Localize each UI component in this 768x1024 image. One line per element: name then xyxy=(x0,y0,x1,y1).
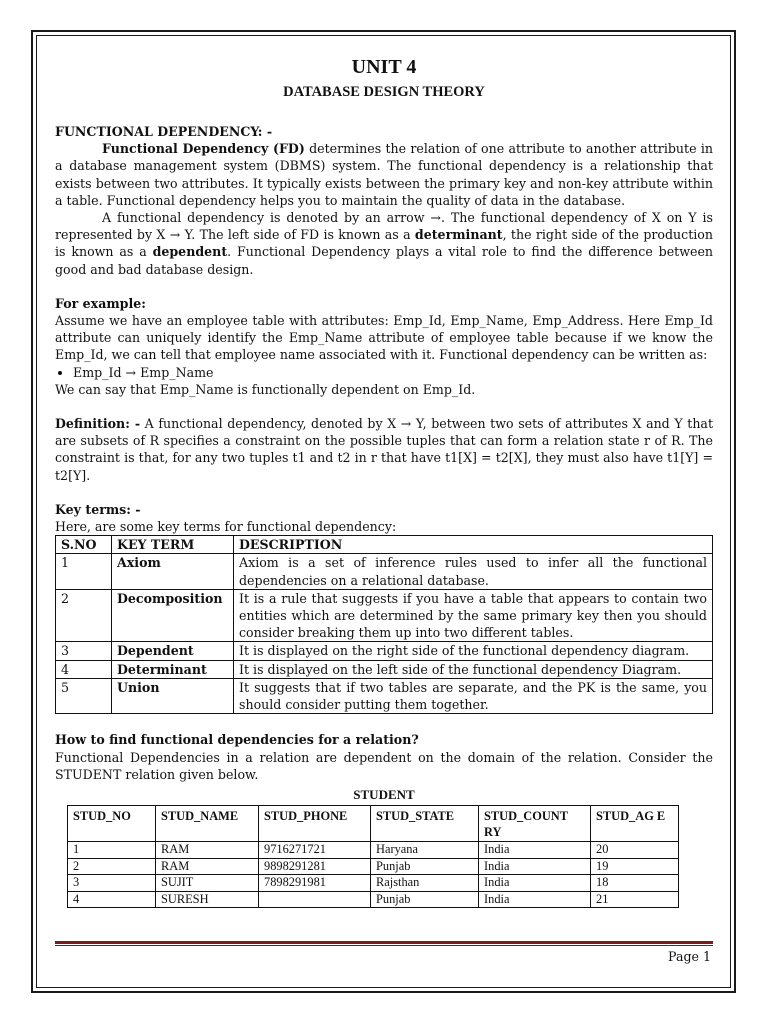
key-term-name: Dependent xyxy=(112,642,234,660)
table-row xyxy=(56,678,713,713)
key-terms-table xyxy=(55,535,713,714)
student-no: 2 xyxy=(68,858,156,875)
example-conclusion: We can say that Emp_Name is functionally dependent on Emp_Id. xyxy=(55,381,476,397)
find-fd-paragraph: Functional Dependencies in a relation are dependent on the domain of the relation. Consider the STUDENT relation given below. xyxy=(55,749,713,782)
fd-paragraph-2 xyxy=(55,209,713,278)
student-phone: 9716271721 xyxy=(259,842,371,859)
student-state: Haryana xyxy=(371,842,479,859)
student-country: India xyxy=(479,891,591,908)
student-country: India xyxy=(479,842,591,859)
student-col-state: STUD_STATE xyxy=(371,806,479,842)
key-term-desc: It suggests that if two tables are separate, and the PK is the same, you should consider putting them together. xyxy=(234,678,713,713)
example-bullet-item: • Emp_Id → Emp_Name xyxy=(73,364,713,381)
student-header-row xyxy=(68,806,679,842)
page-number: Page 1 xyxy=(668,949,711,964)
student-table-title: STUDENT xyxy=(353,786,415,802)
example-paragraph: Assume we have an employee table with attributes: Emp_Id, Emp_Name, Emp_Address. Here Emp_Id attribute can uniquely identify the Emp_Name attribute of employee table because if we know the Emp_Id, we can tell that employee name associated with it. Functional dependency can be written as: xyxy=(55,313,713,363)
unit-title: UNIT 4 xyxy=(351,56,417,78)
document-body xyxy=(55,50,713,908)
fd-paragraph-2-b: , the right side of the production is known as a xyxy=(55,227,713,260)
student-name: RAM xyxy=(156,858,259,875)
table-row xyxy=(68,858,679,875)
definition-label: Definition: - xyxy=(55,416,141,432)
find-fd-heading: How to find functional dependencies for a relation? xyxy=(55,732,419,748)
key-terms-col-desc: DESCRIPTION xyxy=(234,536,713,554)
key-terms-col-sno: S.NO xyxy=(56,536,112,554)
table-row xyxy=(56,660,713,678)
table-row xyxy=(68,875,679,892)
key-term-desc: It is displayed on the left side of the functional dependency Diagram. xyxy=(234,660,713,678)
dependent-term: dependent xyxy=(152,244,228,260)
student-table xyxy=(67,805,679,908)
definition-text: A functional dependency, denoted by X → Y, between two sets of attributes X and Y that are subsets of R specifies a constraint on the possible tuples that can form a relation state r of R. The constraint is that, for any two tuples t1 and t2 in r that have t1[X] = t2[X], they must also have t1[Y] = t2[Y]. xyxy=(55,416,713,483)
student-phone xyxy=(259,891,371,908)
unit-subtitle: DATABASE DESIGN THEORY xyxy=(283,84,485,100)
student-age: 20 xyxy=(591,842,679,859)
student-state: Rajsthan xyxy=(371,875,479,892)
definition-paragraph xyxy=(55,415,713,484)
student-col-phone: STUD_PHONE xyxy=(259,806,371,842)
table-row xyxy=(56,589,713,642)
table-row xyxy=(68,891,679,908)
footer-rule-thin xyxy=(55,945,713,946)
student-no: 3 xyxy=(68,875,156,892)
key-terms-col-term: KEY TERM xyxy=(112,536,234,554)
student-country: India xyxy=(479,875,591,892)
fd-term: Functional Dependency (FD) xyxy=(102,141,305,157)
student-no: 4 xyxy=(68,891,156,908)
student-age: 21 xyxy=(591,891,679,908)
table-row xyxy=(56,642,713,660)
key-term-sno: 3 xyxy=(56,642,112,660)
key-terms-heading: Key terms: - xyxy=(55,501,141,517)
student-age: 18 xyxy=(591,875,679,892)
key-term-desc: It is displayed on the right side of the functional dependency diagram. xyxy=(234,642,713,660)
footer-rule-thick xyxy=(55,941,713,944)
key-terms-header-row xyxy=(56,536,713,554)
fd-paragraph-2-a: A functional dependency is denoted by an arrow →. The functional dependency of X on Y is represented by X → Y. The left side of FD is known as a xyxy=(55,210,713,243)
key-term-name: Determinant xyxy=(112,660,234,678)
key-term-sno: 1 xyxy=(56,554,112,589)
key-term-desc: It is a rule that suggests if you have a table that appears to contain two entities which are determined by the same primary key then you should consider breaking them up into two different tables. xyxy=(234,589,713,642)
student-name: RAM xyxy=(156,842,259,859)
fd-paragraph-2-c: . Functional Dependency plays a vital role to find the difference between good and bad database design. xyxy=(55,244,714,277)
key-term-sno: 5 xyxy=(56,678,112,713)
example-heading: For example: xyxy=(55,295,146,311)
key-terms-intro: Here, are some key terms for functional dependency: xyxy=(55,519,397,535)
student-name: SURESH xyxy=(156,891,259,908)
key-term-desc: Axiom is a set of inference rules used to infer all the functional dependencies on a relational database. xyxy=(234,554,713,589)
key-term-sno: 4 xyxy=(56,660,112,678)
table-row xyxy=(56,554,713,589)
student-col-name: STUD_NAME xyxy=(156,806,259,842)
key-term-name: Decomposition xyxy=(112,589,234,642)
student-phone: 9898291281 xyxy=(259,858,371,875)
student-col-country: STUD_COUNT RY xyxy=(479,806,591,842)
table-row xyxy=(68,842,679,859)
key-term-sno: 2 xyxy=(56,589,112,642)
example-bullet-list xyxy=(55,364,713,381)
fd-paragraph-1 xyxy=(55,140,713,209)
student-state: Punjab xyxy=(371,858,479,875)
student-col-age: STUD_AG E xyxy=(591,806,679,842)
student-state: Punjab xyxy=(371,891,479,908)
student-col-no: STUD_NO xyxy=(68,806,156,842)
key-term-name: Union xyxy=(112,678,234,713)
student-no: 1 xyxy=(68,842,156,859)
student-phone: 7898291981 xyxy=(259,875,371,892)
student-country: India xyxy=(479,858,591,875)
student-age: 19 xyxy=(591,858,679,875)
determinant-term: determinant xyxy=(414,227,503,243)
key-term-name: Axiom xyxy=(112,554,234,589)
fd-heading: FUNCTIONAL DEPENDENCY: - xyxy=(55,124,273,139)
fd-paragraph-1-text: determines the relation of one attribute to another attribute in a database management system (DBMS) system. The functional dependency is a relationship that exists between two attributes. It typically exists between the primary key and non-key attribute within a table. Functional dependency helps you to maintain the quality of data in the database. xyxy=(55,141,713,208)
student-name: SUJIT xyxy=(156,875,259,892)
